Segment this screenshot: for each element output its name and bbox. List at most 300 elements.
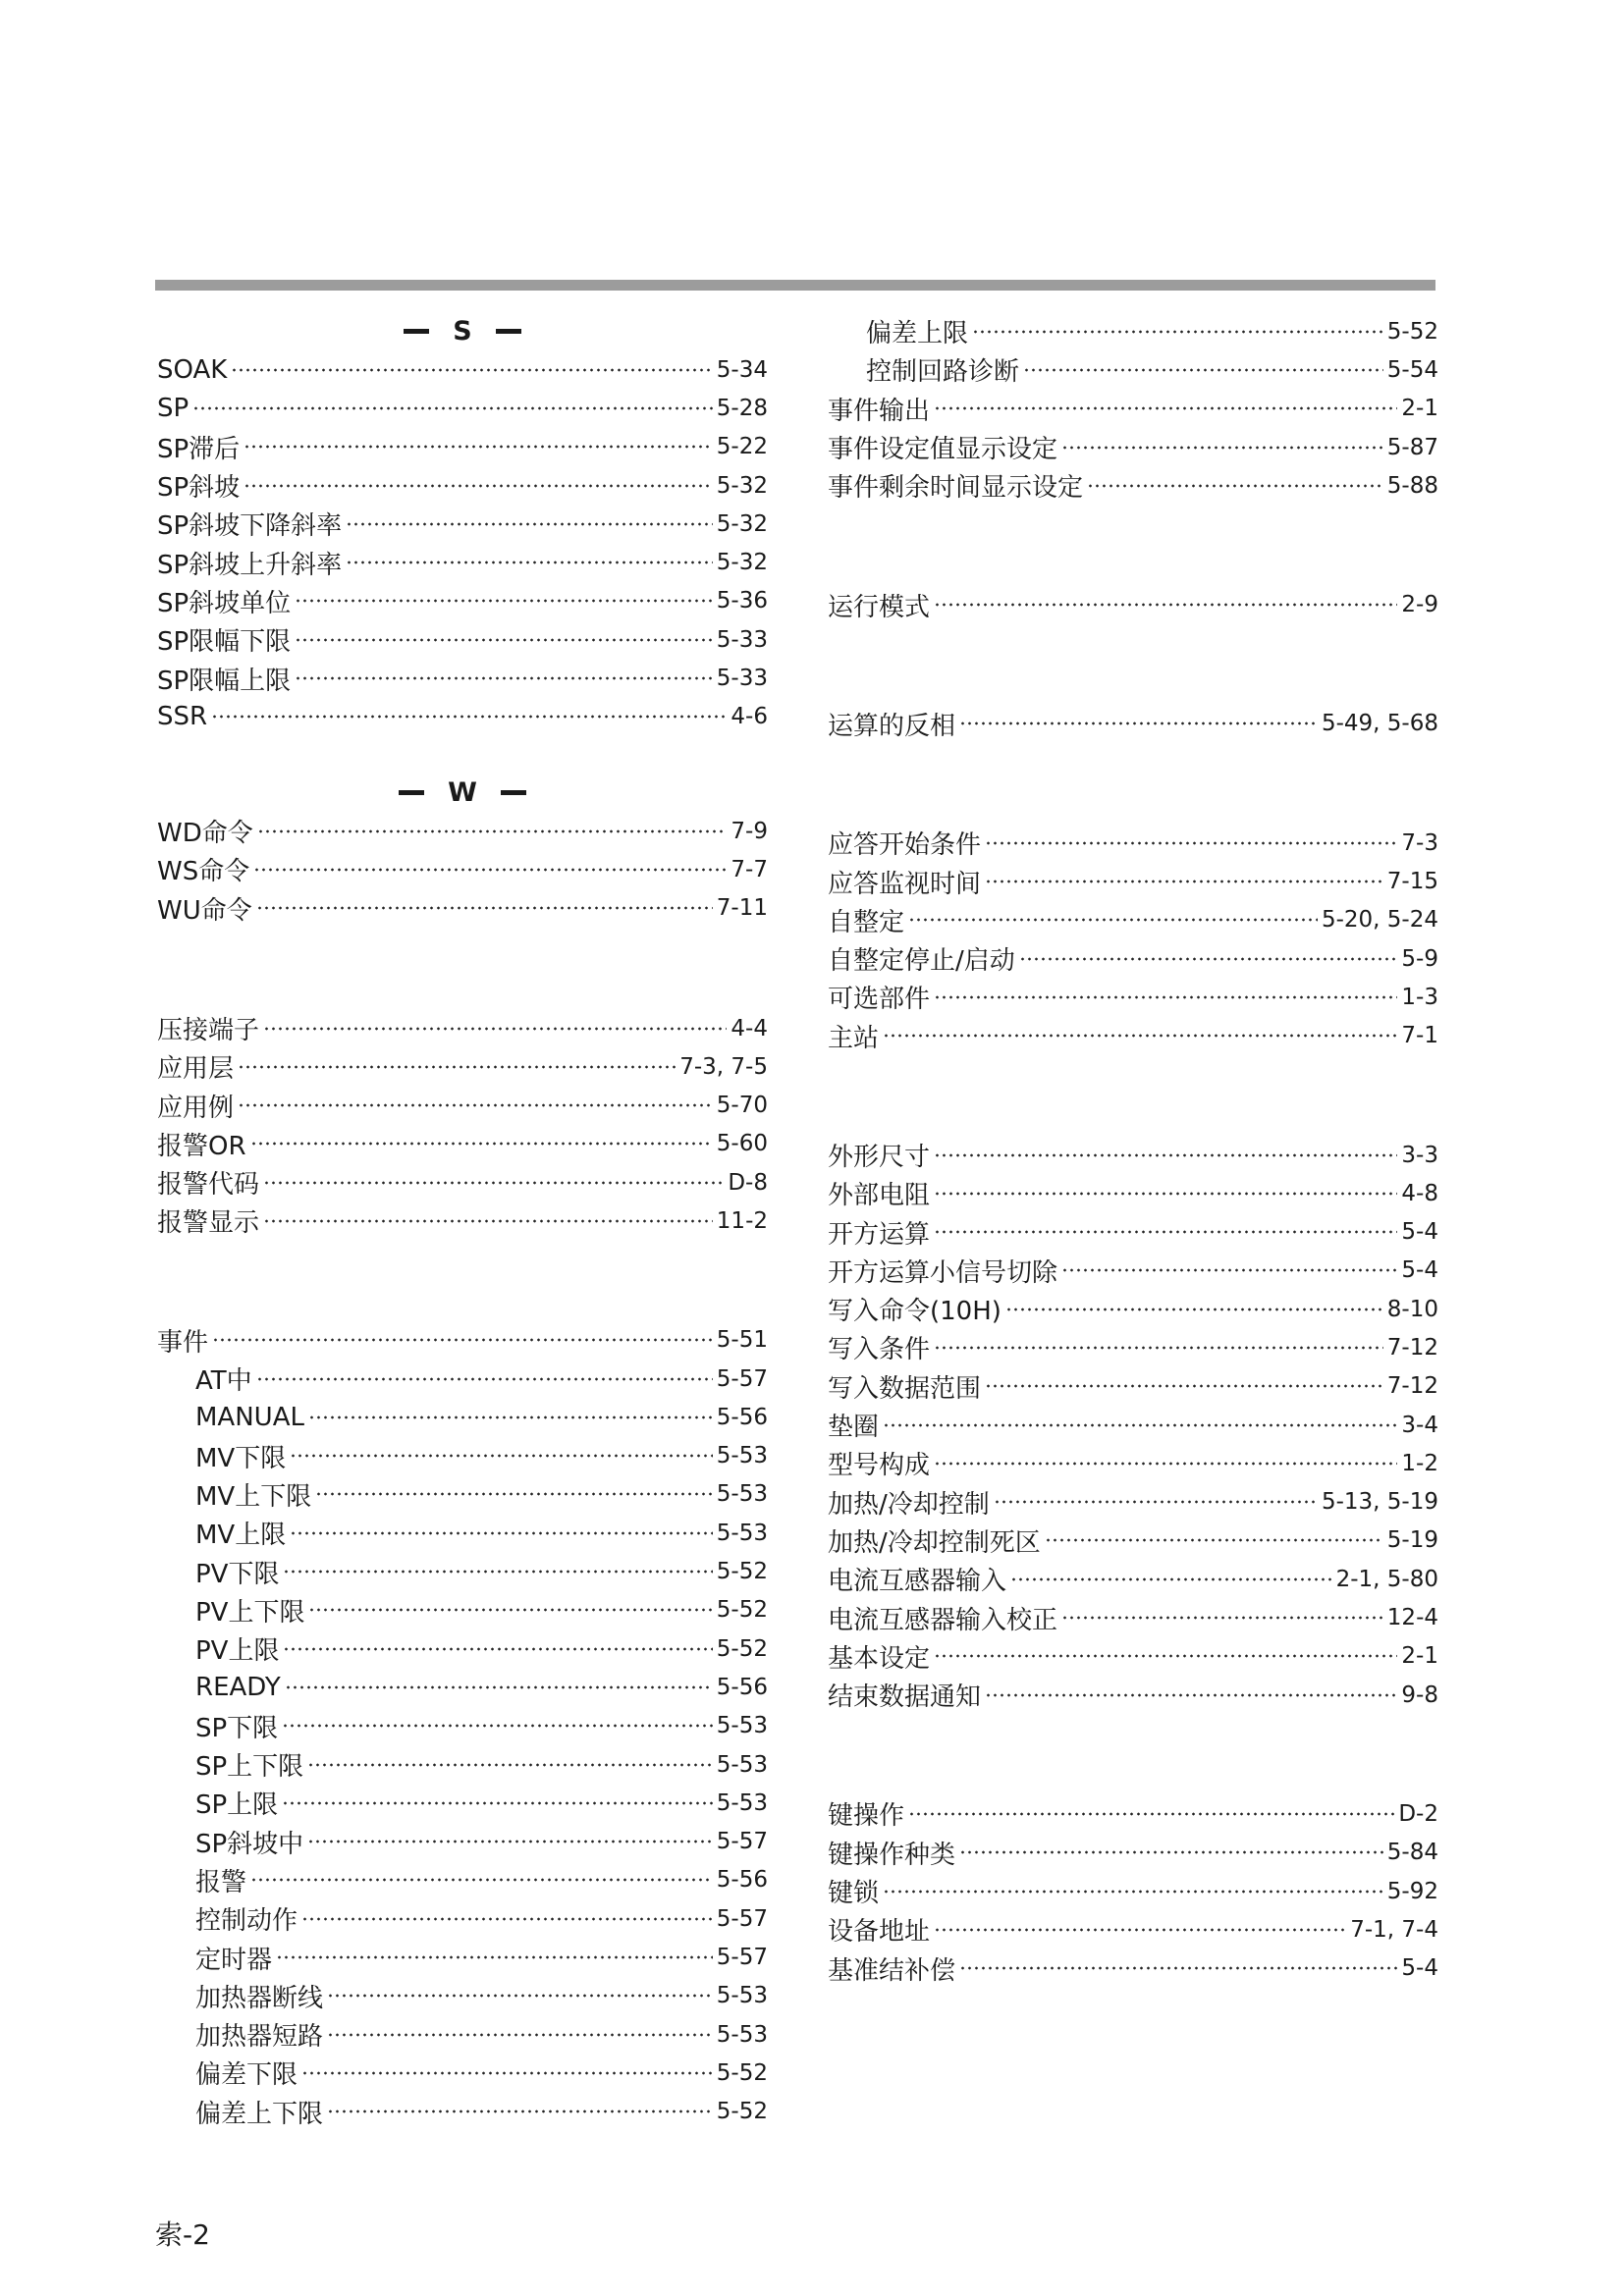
dot-leader <box>934 1192 1397 1196</box>
index-term: SOAK <box>157 354 228 385</box>
index-term: WU命令 <box>157 895 252 926</box>
index-term: READY <box>195 1672 281 1702</box>
dot-leader <box>295 599 713 603</box>
dot-leader <box>244 445 713 449</box>
index-term: MV上限 <box>195 1521 287 1551</box>
index-page-ref: 7-1, 7-4 <box>1350 1916 1438 1943</box>
dot-leader <box>883 1423 1397 1427</box>
dot-leader <box>327 1994 713 1998</box>
dot-leader <box>295 676 713 680</box>
index-entry <box>828 1676 1438 1714</box>
dot-leader <box>250 1142 713 1146</box>
index-term: SP限幅上限 <box>157 666 292 696</box>
index-term: 偏差下限 <box>195 2060 298 2091</box>
dot-leader <box>238 1065 676 1069</box>
index-term: 基准结补偿 <box>828 1955 956 1986</box>
dot-leader <box>192 406 713 410</box>
index-entry <box>828 1794 1438 1833</box>
heading-dash <box>501 790 526 795</box>
index-page-ref: 5-22 <box>716 434 768 460</box>
index-group-w <box>157 812 768 928</box>
index-entry <box>157 1668 768 1706</box>
dot-leader <box>934 406 1397 410</box>
index-entry <box>828 1949 1438 1988</box>
dot-leader <box>985 1693 1397 1697</box>
index-page-ref: 1-3 <box>1401 984 1438 1010</box>
index-entry <box>157 1899 768 1938</box>
index-term: 事件输出 <box>828 396 931 426</box>
index-page-ref: 5-51 <box>716 1327 768 1354</box>
index-entry <box>828 1444 1438 1482</box>
index-entry <box>828 1598 1438 1636</box>
index-term: 可选部件 <box>828 985 931 1015</box>
index-entry <box>828 978 1438 1016</box>
index-term: 运行模式 <box>828 592 931 622</box>
index-page-ref: 5-34 <box>716 356 768 383</box>
dot-leader <box>290 1454 713 1458</box>
index-entry <box>828 1212 1438 1251</box>
index-entry <box>828 1290 1438 1328</box>
index-term: 定时器 <box>195 1945 273 1975</box>
index-entry <box>157 2015 768 2054</box>
dot-leader <box>1061 446 1383 450</box>
dot-leader <box>257 829 728 833</box>
index-term: 偏差上限 <box>866 319 969 349</box>
dot-leader <box>934 995 1397 999</box>
dot-leader <box>985 880 1383 883</box>
index-term: 应答监视时间 <box>828 869 982 899</box>
index-term: MV上下限 <box>195 1481 312 1512</box>
index-entry <box>157 1707 768 1745</box>
index-entry <box>157 620 768 659</box>
index-page-ref: 3-4 <box>1401 1412 1438 1438</box>
index-page-ref: 5-28 <box>716 395 768 421</box>
dot-leader <box>231 368 712 372</box>
dot-leader <box>315 1492 713 1496</box>
index-entry <box>828 1483 1438 1522</box>
index-column-right <box>828 312 1438 1988</box>
dot-leader <box>263 1181 724 1185</box>
index-entry <box>157 889 768 928</box>
index-entry <box>157 2093 768 2131</box>
section-heading-s <box>157 312 768 350</box>
index-entry <box>828 1522 1438 1560</box>
index-term: 电流互感器输入 <box>828 1567 1007 1597</box>
index-term: 报警显示 <box>157 1208 260 1239</box>
dot-leader <box>253 868 727 872</box>
index-entry <box>157 1437 768 1475</box>
index-page-ref: 5-20, 5-24 <box>1321 907 1438 934</box>
index-term: 垫圈 <box>828 1413 880 1443</box>
dot-leader <box>295 638 713 642</box>
index-entry <box>157 1125 768 1163</box>
index-entry <box>157 543 768 581</box>
dot-leader <box>1087 484 1383 488</box>
index-term: SP斜坡单位 <box>157 588 292 618</box>
index-page-ref: 4-8 <box>1401 1180 1438 1206</box>
index-term: SP滞后 <box>157 434 241 464</box>
index-entry <box>157 1861 768 1899</box>
dot-leader <box>959 721 1318 725</box>
index-term: 加热器短路 <box>195 2022 324 2053</box>
index-term: SP斜坡 <box>157 473 241 504</box>
index-term: 主站 <box>828 1023 880 1053</box>
index-page-ref: 4-6 <box>731 704 768 730</box>
index-entry <box>157 389 768 427</box>
index-page-ref: 5-52 <box>716 1559 768 1585</box>
index-term: 控制动作 <box>195 1906 298 1937</box>
dot-leader <box>290 1531 713 1535</box>
index-entry <box>828 1560 1438 1598</box>
index-entry <box>828 390 1438 428</box>
index-entry <box>828 1174 1438 1212</box>
index-group-a <box>157 1009 768 1241</box>
index-entry <box>828 862 1438 900</box>
dot-leader <box>908 1812 1394 1816</box>
index-page-ref: 7-9 <box>731 818 768 844</box>
index-page-ref: D-2 <box>1398 1800 1438 1827</box>
index-page-ref: 2-9 <box>1401 592 1438 618</box>
index-page-ref: 5-52 <box>716 2059 768 2086</box>
index-page-ref: 5-19 <box>1386 1527 1438 1554</box>
index-entry <box>157 428 768 466</box>
index-page-ref: 5-52 <box>716 1597 768 1624</box>
index-term: SP <box>157 393 189 423</box>
index-entry <box>157 1201 768 1240</box>
dot-leader <box>256 906 713 910</box>
index-page-ref: D-8 <box>728 1169 768 1196</box>
index-page-ref: 5-9 <box>1401 945 1438 972</box>
index-entry <box>157 1514 768 1552</box>
dot-leader <box>238 1103 713 1107</box>
index-term: 外部电阻 <box>828 1181 931 1211</box>
dot-leader <box>346 561 713 564</box>
index-page-ref: 7-3, 7-5 <box>679 1053 768 1080</box>
index-group-r5 <box>828 1136 1438 1714</box>
index-entry <box>157 812 768 850</box>
dot-leader <box>256 1377 713 1381</box>
dot-leader <box>934 1346 1383 1350</box>
index-entry <box>157 1047 768 1086</box>
index-term: 应用层 <box>157 1054 235 1085</box>
index-term: 控制回路诊断 <box>866 357 1020 388</box>
index-page-ref: 7-12 <box>1386 1373 1438 1400</box>
dot-leader <box>1045 1538 1383 1542</box>
dot-leader <box>283 1647 712 1651</box>
dot-leader <box>994 1500 1318 1504</box>
index-page-ref: 5-70 <box>716 1093 768 1119</box>
index-entry <box>828 1252 1438 1290</box>
index-page-ref: 3-3 <box>1401 1142 1438 1168</box>
index-entry <box>157 1938 768 1976</box>
index-group-event <box>157 1321 768 2131</box>
section-letter: S <box>453 316 472 347</box>
index-page-ref: 2-1 <box>1401 396 1438 422</box>
dot-leader <box>883 1034 1397 1038</box>
index-page-ref: 4-4 <box>731 1015 768 1041</box>
index-page-ref: 7-3 <box>1401 829 1438 856</box>
index-term: MV下限 <box>195 1443 287 1473</box>
index-page-ref: 5-4 <box>1401 1257 1438 1284</box>
index-term: SP上下限 <box>195 1752 304 1783</box>
index-term: 电流互感器输入校正 <box>828 1605 1058 1635</box>
index-entry <box>157 350 768 389</box>
index-term: WS命令 <box>157 857 250 887</box>
index-page-ref: 11-2 <box>716 1207 768 1234</box>
dot-leader <box>934 1230 1397 1234</box>
index-term: 写入数据范围 <box>828 1373 982 1404</box>
dot-leader <box>1005 1308 1383 1311</box>
dot-leader <box>934 603 1397 607</box>
index-entry <box>157 582 768 620</box>
index-entry <box>828 1834 1438 1872</box>
index-term: 自整定 <box>828 907 905 937</box>
index-page-ref: 5-32 <box>716 472 768 499</box>
index-term: 报警OR <box>157 1131 246 1161</box>
index-term: 加热/冷却控制死区 <box>828 1527 1041 1558</box>
index-group-r6 <box>828 1794 1438 1987</box>
index-group-r2 <box>828 585 1438 623</box>
dot-leader <box>263 1219 713 1223</box>
index-term: PV下限 <box>195 1559 280 1589</box>
dot-leader <box>282 1801 713 1805</box>
index-term: 写入命令(10H) <box>828 1297 1001 1327</box>
index-entry <box>828 705 1438 743</box>
index-term: 键操作种类 <box>828 1840 956 1870</box>
index-page-ref: 5-92 <box>1386 1878 1438 1904</box>
index-term: 写入条件 <box>828 1335 931 1365</box>
index-entry <box>157 698 768 736</box>
index-term: AT中 <box>195 1366 252 1397</box>
index-term: 基本设定 <box>828 1643 931 1674</box>
index-page-ref: 5-57 <box>716 1945 768 1971</box>
index-page-ref: 9-8 <box>1401 1682 1438 1708</box>
index-entry <box>828 350 1438 389</box>
index-page-ref: 7-11 <box>716 895 768 922</box>
index-entry <box>828 1367 1438 1406</box>
index-page-ref: 5-53 <box>716 1983 768 2009</box>
index-term: 型号构成 <box>828 1451 931 1481</box>
dot-leader <box>1061 1616 1383 1620</box>
index-entry <box>157 1977 768 2015</box>
index-page-ref: 5-56 <box>716 1404 768 1430</box>
index-entry <box>828 585 1438 623</box>
index-entry <box>157 1475 768 1514</box>
index-page-ref: 5-33 <box>716 666 768 692</box>
dot-leader <box>308 1415 713 1419</box>
index-page-ref: 5-53 <box>716 1751 768 1778</box>
index-entry <box>828 466 1438 505</box>
heading-dash <box>404 329 429 334</box>
dot-leader <box>934 1928 1346 1932</box>
dot-leader <box>1010 1577 1332 1581</box>
index-term: SP斜坡中 <box>195 1829 304 1859</box>
index-term: 键锁 <box>828 1879 880 1909</box>
index-page-ref: 5-32 <box>716 510 768 537</box>
dot-leader <box>985 841 1397 845</box>
dot-leader <box>1061 1268 1397 1272</box>
index-term: SP下限 <box>195 1713 279 1743</box>
index-entry <box>157 2054 768 2092</box>
dot-leader <box>307 1840 713 1843</box>
index-page-ref: 5-54 <box>1386 356 1438 383</box>
index-entry <box>828 1910 1438 1949</box>
dot-leader <box>908 918 1318 922</box>
dot-leader <box>934 1654 1397 1658</box>
index-entry <box>828 939 1438 978</box>
index-entry <box>157 1823 768 1861</box>
index-term: 报警 <box>195 1867 247 1897</box>
dot-leader <box>1023 368 1383 372</box>
index-term: WD命令 <box>157 819 253 849</box>
index-page-ref: 5-57 <box>716 1829 768 1855</box>
index-entry <box>828 1328 1438 1366</box>
dot-leader <box>244 484 713 488</box>
index-term: SP上限 <box>195 1790 279 1821</box>
dot-leader <box>934 1153 1397 1157</box>
index-page-ref: 7-12 <box>1386 1334 1438 1361</box>
index-entry <box>157 1629 768 1668</box>
index-term: 偏差上下限 <box>195 2099 324 2129</box>
index-term: 报警代码 <box>157 1170 260 1201</box>
index-page-ref: 5-52 <box>716 2099 768 2125</box>
index-column-left <box>157 312 768 2131</box>
index-page-ref: 5-53 <box>716 2021 768 2048</box>
index-term: 运算的反相 <box>828 711 956 741</box>
index-page-ref: 5-53 <box>716 1789 768 1816</box>
dot-leader <box>959 1966 1397 1970</box>
index-entry <box>157 1009 768 1047</box>
index-entry <box>157 466 768 505</box>
dot-leader <box>301 2071 713 2075</box>
index-page-ref: 5-33 <box>716 626 768 653</box>
index-term: 设备地址 <box>828 1917 931 1948</box>
index-page-ref: 5-53 <box>716 1520 768 1546</box>
index-group-s <box>157 350 768 736</box>
index-term: 结束数据通知 <box>828 1682 982 1713</box>
index-page-ref: 5-53 <box>716 1713 768 1739</box>
dot-leader <box>250 1878 713 1882</box>
index-page-ref: 2-1, 5-80 <box>1335 1566 1438 1592</box>
index-page-ref: 5-56 <box>716 1674 768 1700</box>
index-page-ref: 8-10 <box>1386 1296 1438 1322</box>
page-number: 索-2 <box>155 2218 210 2251</box>
index-entry <box>157 1784 768 1822</box>
dot-leader <box>211 715 727 719</box>
index-term: 应答开始条件 <box>828 830 982 861</box>
index-page-ref: 5-57 <box>716 1905 768 1932</box>
index-term: 事件剩余时间显示设定 <box>828 473 1084 504</box>
index-entry <box>157 505 768 543</box>
index-term: 外形尺寸 <box>828 1143 931 1172</box>
index-term: 应用例 <box>157 1093 235 1123</box>
index-page-ref: 2-1 <box>1401 1643 1438 1670</box>
dot-leader <box>972 330 1383 334</box>
index-page-ref: 5-52 <box>716 1635 768 1662</box>
index-entry <box>828 1406 1438 1444</box>
index-page-ref: 5-53 <box>716 1443 768 1469</box>
index-entry <box>157 1745 768 1784</box>
dot-leader <box>263 1027 727 1031</box>
index-entry <box>828 1872 1438 1910</box>
index-entry <box>157 1591 768 1629</box>
index-entry <box>157 1360 768 1398</box>
dot-leader <box>985 1384 1383 1388</box>
section-letter: W <box>448 776 477 808</box>
index-page-ref: 7-7 <box>731 856 768 882</box>
index-page-ref: 5-32 <box>716 550 768 576</box>
index-entry <box>828 312 1438 350</box>
index-entry <box>157 1086 768 1124</box>
index-page-ref: 5-53 <box>716 1481 768 1508</box>
index-term: SSR <box>157 702 208 732</box>
section-heading-w <box>157 774 768 812</box>
dot-leader <box>283 1570 712 1574</box>
index-page-ref: 12-4 <box>1386 1605 1438 1631</box>
dot-leader <box>959 1850 1383 1854</box>
index-term: 开方运算 <box>828 1219 931 1250</box>
index-term: MANUAL <box>195 1402 304 1432</box>
index-page-ref: 5-87 <box>1386 434 1438 460</box>
index-term: 事件设定值显示设定 <box>828 435 1058 465</box>
index-page-ref: 5-13, 5-19 <box>1321 1489 1438 1516</box>
index-page-ref: 5-36 <box>716 588 768 614</box>
dot-leader <box>212 1338 713 1342</box>
index-page-ref: 5-4 <box>1401 1955 1438 1982</box>
index-term: PV上下限 <box>195 1597 305 1628</box>
index-page-ref: 7-1 <box>1401 1023 1438 1049</box>
dot-leader <box>1019 957 1398 961</box>
index-page-ref: 1-2 <box>1401 1450 1438 1476</box>
index-term: 开方运算小信号切除 <box>828 1257 1058 1288</box>
index-entry <box>828 824 1438 862</box>
index-page-ref: 5-60 <box>716 1131 768 1157</box>
index-group-r4 <box>828 824 1438 1055</box>
index-term: 加热器断线 <box>195 1983 324 2013</box>
index-term: 自整定停止/启动 <box>828 946 1015 977</box>
index-term: 键操作 <box>828 1801 905 1832</box>
index-entry <box>157 1398 768 1436</box>
dot-leader <box>307 1763 713 1767</box>
index-page-ref: 7-15 <box>1386 869 1438 895</box>
index-group-r1 <box>828 312 1438 505</box>
index-term: PV上限 <box>195 1636 280 1667</box>
index-page-ref: 5-88 <box>1386 472 1438 499</box>
dot-leader <box>327 2109 713 2113</box>
dot-leader <box>934 1462 1397 1466</box>
index-entry <box>157 659 768 697</box>
index-entry <box>157 1321 768 1360</box>
dot-leader <box>301 1917 713 1921</box>
dot-leader <box>285 1685 713 1689</box>
index-page-ref: 5-56 <box>716 1867 768 1894</box>
index-entry <box>828 1017 1438 1055</box>
index-entry <box>157 850 768 888</box>
dot-leader <box>276 1955 713 1959</box>
index-term: SP斜坡上升斜率 <box>157 550 343 580</box>
index-entry <box>157 1163 768 1201</box>
dot-leader <box>282 1724 713 1728</box>
heading-dash <box>399 790 424 795</box>
index-page-ref: 5-52 <box>1386 318 1438 345</box>
index-page-ref: 5-4 <box>1401 1219 1438 1246</box>
index-term: SP斜坡下降斜率 <box>157 511 343 542</box>
index-entry <box>828 428 1438 466</box>
index-entry <box>157 1552 768 1590</box>
index-page-ref: 5-57 <box>716 1365 768 1392</box>
index-term: SP限幅下限 <box>157 627 292 658</box>
index-term: 压接端子 <box>157 1016 260 1045</box>
